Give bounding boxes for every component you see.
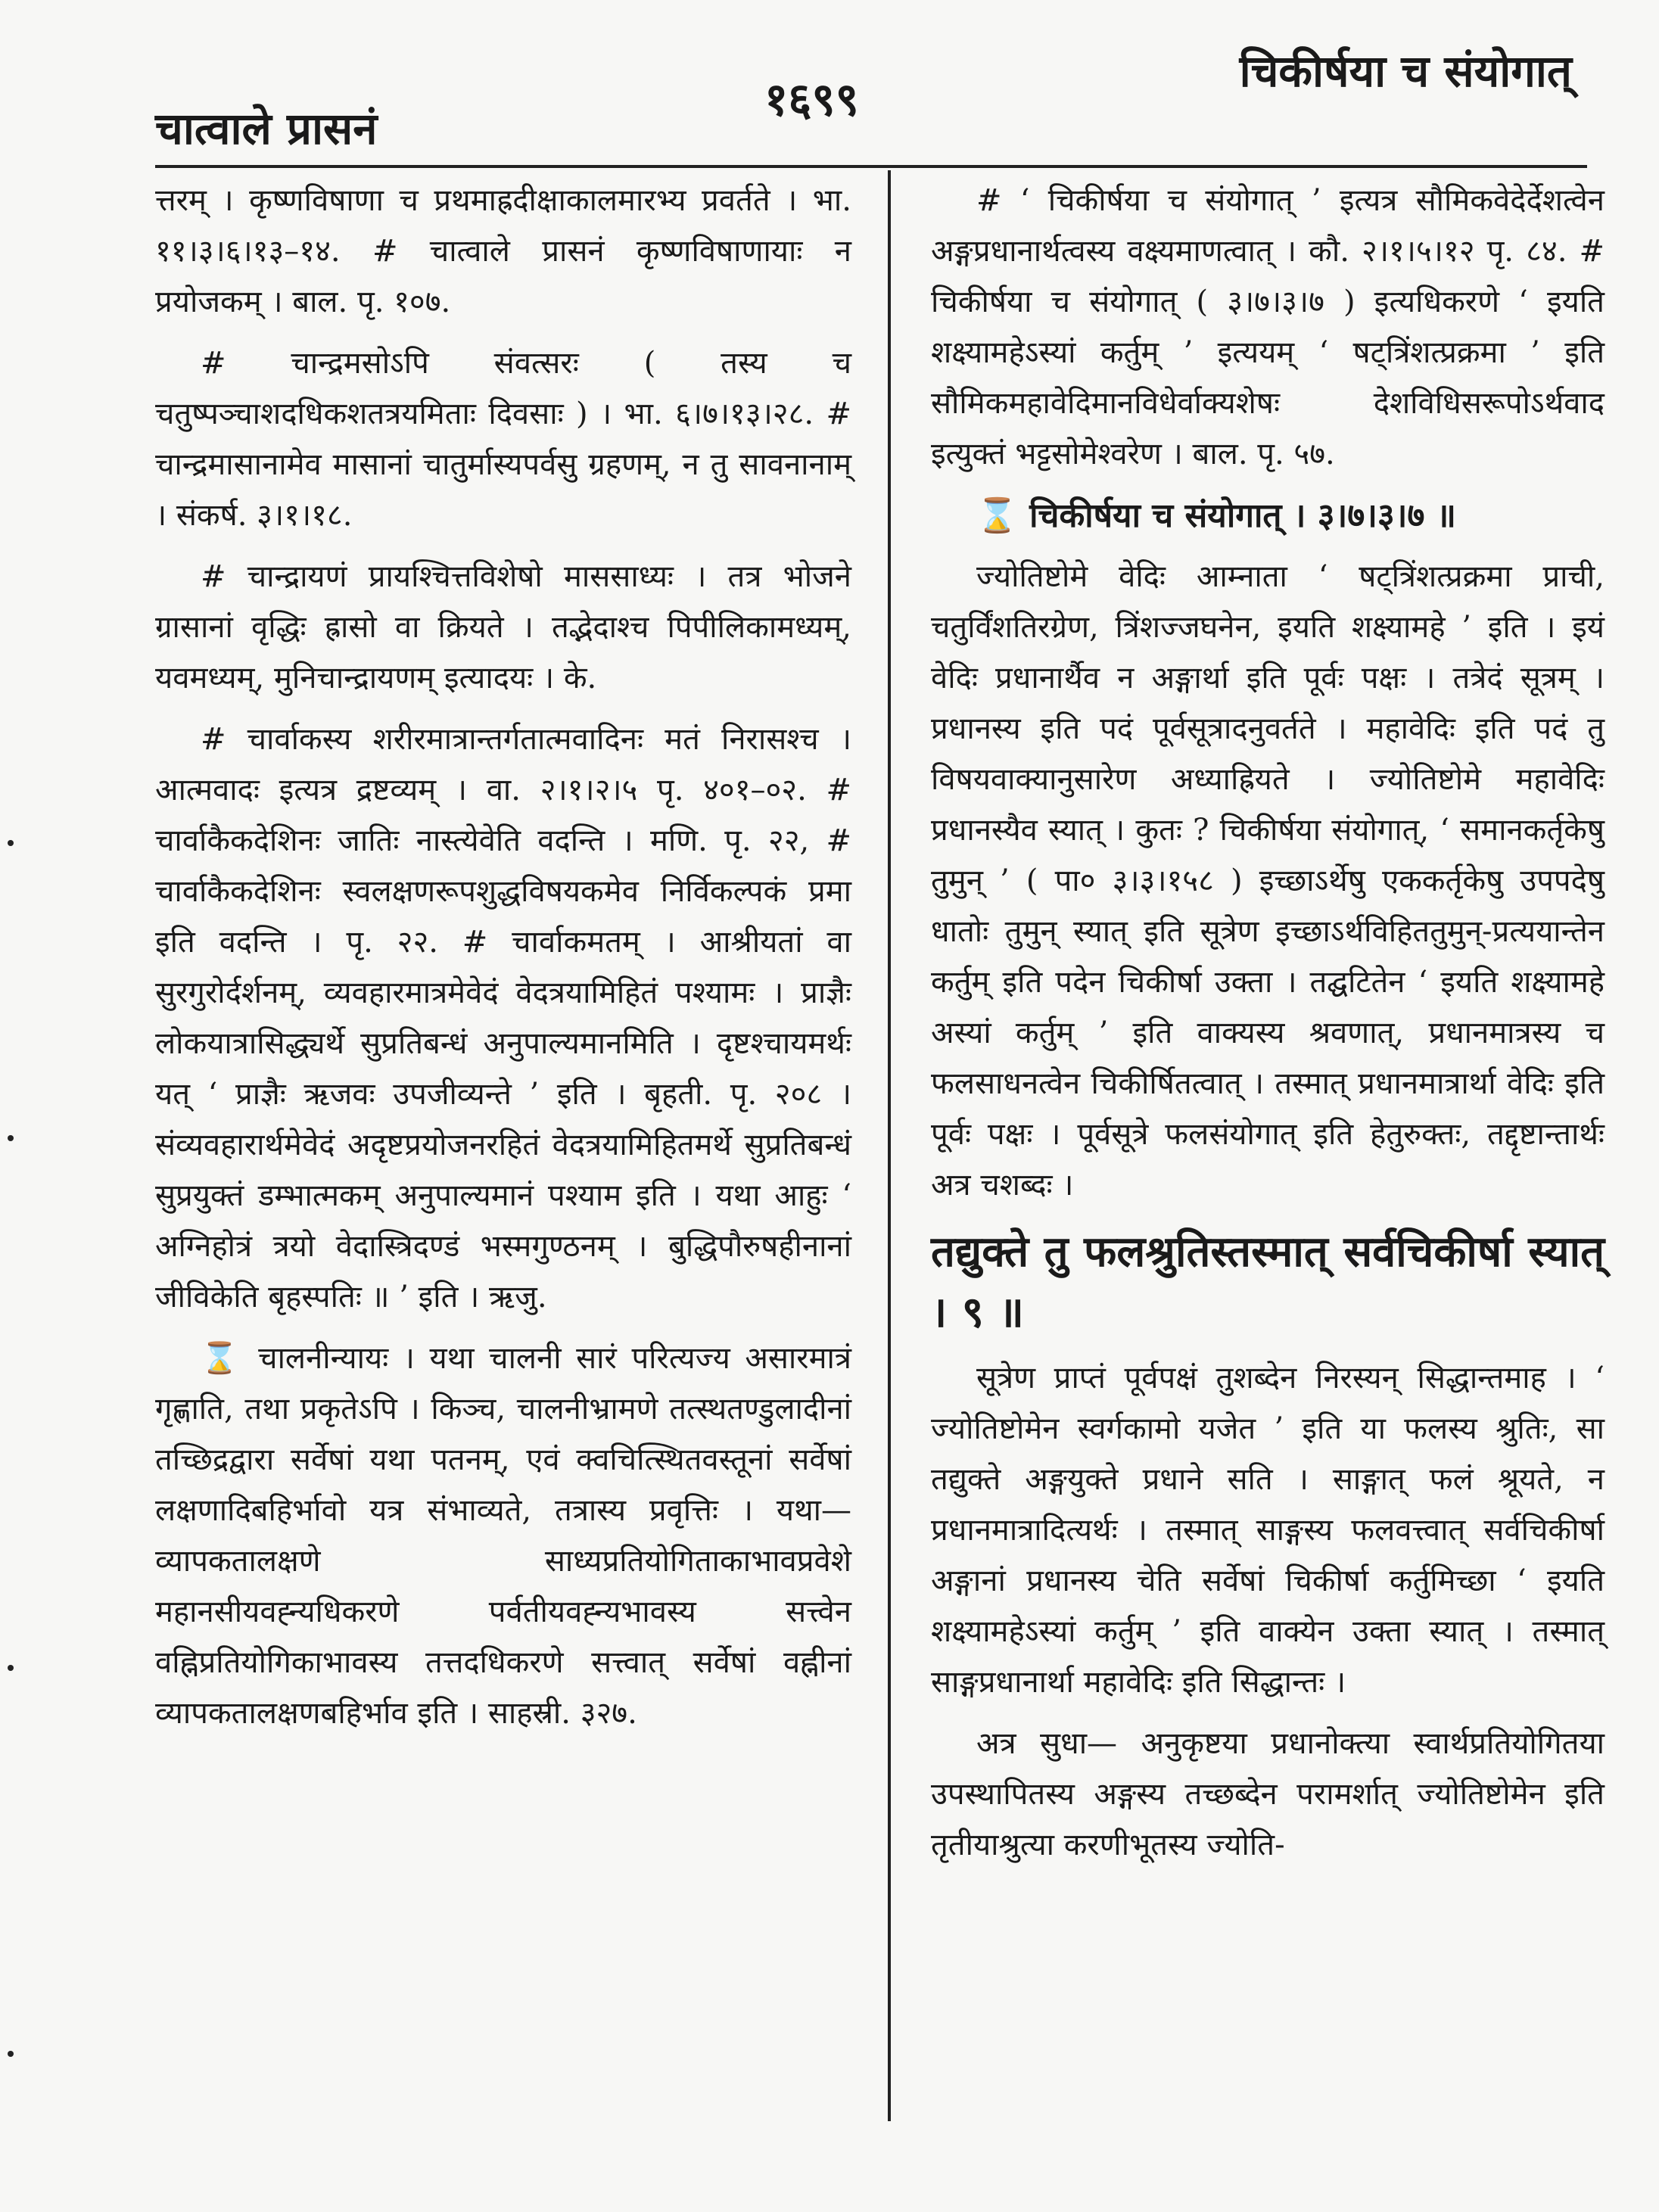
margin-mark: [8, 1665, 14, 1671]
sutra-heading: ⌛ चिकीर्षया च संयोगात् । ३।७।३।७ ॥: [976, 496, 1456, 535]
page-number: १६९९: [764, 73, 859, 126]
entry-paragraph: # चान्द्रमसोऽपि संवत्सरः ( तस्य च चतुष्पञ्चाशदधिकशतत्रयमिताः दिवसाः ) । भा. ६।७।१३।२८. # चान्द्रमासानामेव मासानां चातुर्मास्यपर्वसु ग्रहणम्, न तु सावनानाम् । संकर्ष. ३।१।१८.: [155, 346, 851, 533]
entry-paragraph: # चार्वाकस्य शरीरमात्रान्तर्गतात्मवादिनः मतं निरासश्च । आत्मवादः इत्यत्र द्रष्टव्यम् । वा. २।१।२।५ पृ. ४०१–०२. # चार्वाकैकदेशिनः जातिः नास्त्येवेति वदन्ति । मणि. पृ. २२, # चार्वाकैकदेशिनः स्वलक्षणरूपशुद्धविषयकमेव निर्विकल्पकं प्रमा इति वदन्ति । पृ. २२. # चार्वाकमतम् । आश्रीयतां वा सुरगुरोर्दर्शनम्, व्यवहारमात्रमेवेदं वेदत्रयामिहितं पश्यामः । प्राज्ञैः लोकयात्रासिद्ध्यर्थे सुप्रतिबन्धं अनुपाल्यमानमिति । दृष्टश्चायमर्थः यत् ‘ प्राज्ञैः ऋजवः उपजीव्यन्ते ’ इति । बृहती. पृ. २०८ । संव्यवहारार्थमेवेदं अदृष्टप्रयोजनरहितं वेदत्रयामिहितमर्थे सुप्रतिबन्धं सुप्रयुक्तं डम्भात्मकम् अनुपाल्यमानं पश्याम इति । यथा आहुः ‘ अग्निहोत्रं त्रयो वेदास्त्रिदण्डं भस्मगुण्ठनम् । बुद्धिपौरुषहीनानां जीविकेति बृहस्पतिः ॥ ’ इति । ऋजु.: [155, 722, 851, 1314]
header-right-keyword: चिकीर्षया च संयोगात्: [1239, 45, 1572, 97]
entry-paragraph: ⌛ चालनीन्यायः । यथा चालनी सारं परित्यज्य असारमात्रं गृह्णाति, तथा प्रकृतेऽपि । किञ्च, चालनीभ्रामणे तत्स्थतण्डुलादीनां तच्छिद्रद्वारा सर्वेषां यथा पतनम्, एवं क्वचित्स्थितवस्तूनां सर्वेषां लक्षणादिबहिर्भावो यत्र संभाव्यते, तत्रास्य प्रवृत्तिः । यथा—व्यापकतालक्षणे साध्यप्रतियोगिताकाभावप्रवेशे महानसीयवह्न्यधिकरणे पर्वतीयवह्न्यभावस्य सत्त्वेन वह्निप्रतियोगिकाभावस्य तत्तदधिकरणे सत्त्वात् सर्वेषां वह्नीनां व्यापकतालक्षणबहिर्भाव इति । साहस्री. ३२७.: [155, 1341, 851, 1731]
header-left-keyword: चात्वाले प्रासनं: [155, 103, 378, 154]
column-divider: [888, 170, 891, 2121]
left-column: [155, 176, 851, 1750]
commentary-paragraph: सूत्रेण प्राप्तं पूर्वपक्षं तुशब्देन निरस्यन् सिद्धान्तमाह । ‘ ज्योतिष्टोमेन स्वर्गकामो यजेत ’ इति या फलस्य श्रुतिः, सा तद्युक्ते अङ्गयुक्ते प्रधाने सति । साङ्गात् फलं श्रूयते, न प्रधानमात्रादित्यर्थः । तस्मात् साङ्गस्य फलवत्त्वात् सर्वचिकीर्षा अङ्गानां प्रधानस्य चेति सर्वेषां चिकीर्षा कर्तुमिच्छा ‘ इयति शक्ष्यामहेऽस्यां कर्तुम् ’ इति वाक्येन उक्ता स्यात् । तस्मात् साङ्गप्रधानार्था महावेदिः इति सिद्धान्तः ।: [931, 1361, 1605, 1700]
header-rule: [155, 165, 1587, 168]
margin-mark: [8, 1135, 14, 1141]
right-column: [931, 176, 1605, 1881]
sutra-text: तद्युक्ते तु फलश्रुतिस्तस्मात् सर्वचिकीर्षा स्यात् । ९ ॥: [931, 1227, 1605, 1337]
entry-paragraph: # ‘ चिकीर्षया च संयोगात् ’ इत्यत्र सौमिकवेदेर्देशत्वेन अङ्गप्रधानार्थत्वस्य वक्ष्यमाणत्वात् । कौ. २।१।५।१२ पृ. ८४. # चिकीर्षया च संयोगात् ( ३।७।३।७ ) इत्यधिकरणे ‘ इयति शक्ष्यामहेऽस्यां कर्तुम् ’ इत्ययम् ‘ षट्त्रिंशत्प्रक्रमा ’ इति सौमिकमहावेदिमानविधेर्वाक्यशेषः देशविधिसरूपोऽर्थवाद इत्युक्तं भट्टसोमेश्वरेण । बाल. पृ. ५७.: [931, 183, 1605, 471]
commentary-paragraph: ज्योतिष्टोमे वेदिः आम्नाता ‘ षट्त्रिंशत्प्रक्रमा प्राची, चतुर्विंशतिरग्रेण, त्रिंशज्जघनेन, इयति शक्ष्यामहे ’ इति । इयं वेदिः प्रधानार्थैव न अङ्गार्था इति पूर्वः पक्षः । तत्रेदं सूत्रम् । प्रधानस्य इति पदं पूर्वसूत्रादनुवर्तते । महावेदिः इति पदं तु विषयवाक्यानुसारेण अध्याह्रियते । ज्योतिष्टोमे महावेदिः प्रधानस्यैव स्यात् । कुतः ? चिकीर्षया संयोगात्, ‘ समानकर्तृकेषु तुमुन् ’ ( पा० ३।३।१५८ ) इच्छाऽर्थेषु एककर्तृकेषु उपपदेषु धातोः तुमुन् स्यात् इति सूत्रेण इच्छाऽर्थविहिततुमुन्-प्रत्ययान्तेन कर्तुम् इति पदेन चिकीर्षा उक्ता । तद्घटितेन ‘ इयति शक्ष्यामहे अस्यां कर्तुम् ’ इति वाक्यस्य श्रवणात्, प्रधानमात्रस्य च फलसाधनत्वेन चिकीर्षितत्वात् । तस्मात् प्रधानमात्रार्था वेदिः इति पूर्वः पक्षः । पूर्वसूत्रे फलसंयोगात् इति हेतुरुक्तः, तद्दृष्टान्तार्थः अत्र चशब्दः ।: [931, 559, 1605, 1202]
entry-paragraph: # चान्द्रायणं प्रायश्चित्तविशेषो माससाध्यः । तत्र भोजने ग्रासानां वृद्धिः ह्रासो वा क्रियते । तद्भेदाश्च पिपीलिकामध्यम्, यवमध्यम्, मुनिचान्द्रायणम् इत्यादयः । के.: [155, 559, 851, 695]
margin-mark: [8, 2051, 14, 2057]
sudha-paragraph: अत्र सुधा— अनुकृष्टया प्रधानोक्त्या स्वार्थप्रतियोगितया उपस्थापितस्य अङ्गस्य तच्छब्देन परामर्शात् ज्योतिष्टोमेन इति तृतीयाश्रुत्या करणीभूतस्य ज्योति-: [931, 1726, 1605, 1862]
entry-paragraph: त्तरम् । कृष्णविषाणा च प्रथमाह्रदीक्षाकालमारभ्य प्रवर्तते । भा. ११।३।६।१३–१४. # चात्वाले प्रासनं कृष्णविषाणायाः न प्रयोजकम् । बाल. पृ. १०७.: [155, 183, 851, 319]
margin-mark: [8, 840, 14, 846]
